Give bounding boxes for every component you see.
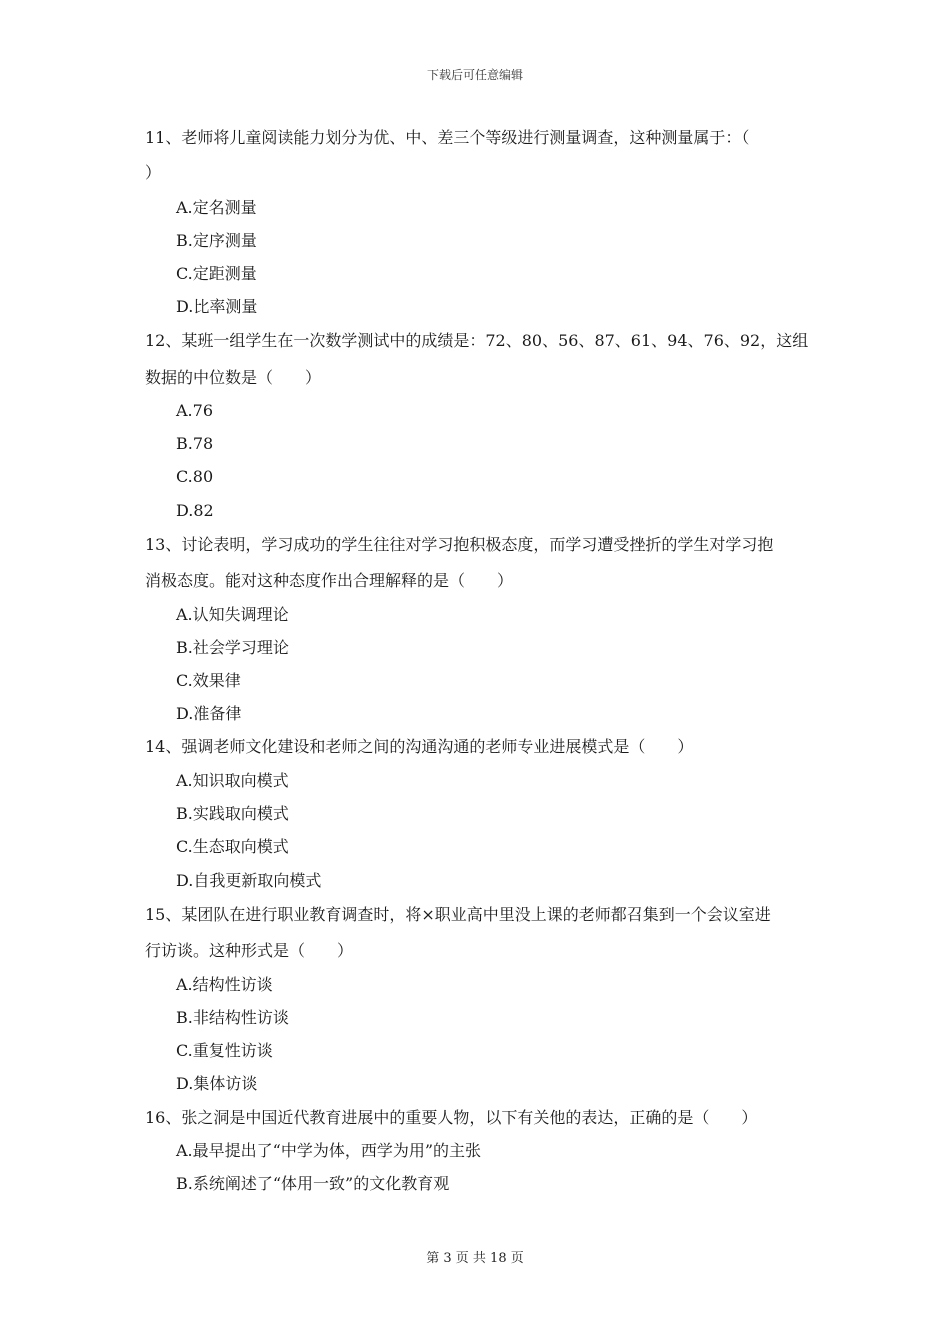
- question-13-option-b: B.社会学习理论: [176, 638, 289, 657]
- page-header: 下载后可任意编辑: [426, 68, 523, 82]
- question-11-line-1: 11、老师将儿童阅读能力划分为优、中、差三个等级进行测量调查，这种测量属于：（: [145, 128, 750, 147]
- question-12-line-2: 数据的中位数是（ ）: [145, 368, 322, 387]
- question-11-option-b: B.定序测量: [176, 231, 257, 250]
- question-11-line-2: ）: [145, 163, 162, 182]
- question-15-line-1: 15、某团队在进行职业教育调查时，将×职业高中里没上课的老师都召集到一个会议室进: [145, 905, 771, 924]
- question-15-option-a: A.结构性访谈: [176, 975, 273, 994]
- question-13-line-2: 消极态度。能对这种态度作出合理解释的是（ ）: [145, 571, 514, 590]
- question-12-option-c: C.80: [176, 467, 214, 486]
- question-12-option-a: A.76: [176, 401, 213, 420]
- question-15-line-2: 行访谈。这种形式是（ ）: [145, 941, 354, 960]
- question-16-option-b: B.系统阐述了“体用一致”的文化教育观: [176, 1174, 450, 1193]
- question-14-option-c: C.生态取向模式: [176, 837, 289, 856]
- question-14-line-1: 14、强调老师文化建设和老师之间的沟通沟通的老师专业进展模式是（ ）: [145, 737, 694, 756]
- question-15-option-b: B.非结构性访谈: [176, 1008, 289, 1027]
- question-11-option-a: A.定名测量: [176, 198, 257, 217]
- question-14-option-b: B.实践取向模式: [176, 804, 289, 823]
- question-12-option-d: D.82: [176, 501, 214, 520]
- page-footer: 第 3 页 共 18 页: [426, 1251, 524, 1266]
- question-14-option-d: D.自我更新取向模式: [176, 871, 322, 890]
- question-15-option-d: D.集体访谈: [176, 1074, 258, 1093]
- question-15-option-c: C.重复性访谈: [176, 1041, 273, 1060]
- question-11-option-d: D.比率测量: [176, 297, 258, 316]
- question-13-line-1: 13、讨论表明，学习成功的学生往往对学习抱积极态度，而学习遭受挫折的学生对学习抱: [145, 535, 774, 554]
- question-12-option-b: B.78: [176, 434, 214, 453]
- question-12-line-1: 12、某班一组学生在一次数学测试中的成绩是：72、80、56、87、61、94、76、92，这组: [145, 331, 809, 350]
- question-14-option-a: A.知识取向模式: [176, 771, 289, 790]
- question-11-option-c: C.定距测量: [176, 264, 257, 283]
- question-13-option-a: A.认知失调理论: [176, 605, 289, 624]
- question-16-line-1: 16、张之洞是中国近代教育进展中的重要人物，以下有关他的表达，正确的是（ ）: [145, 1108, 758, 1127]
- question-16-option-a: A.最早提出了“中学为体，西学为用”的主张: [176, 1141, 482, 1160]
- question-13-option-d: D.准备律: [176, 704, 242, 723]
- question-13-option-c: C.效果律: [176, 671, 241, 690]
